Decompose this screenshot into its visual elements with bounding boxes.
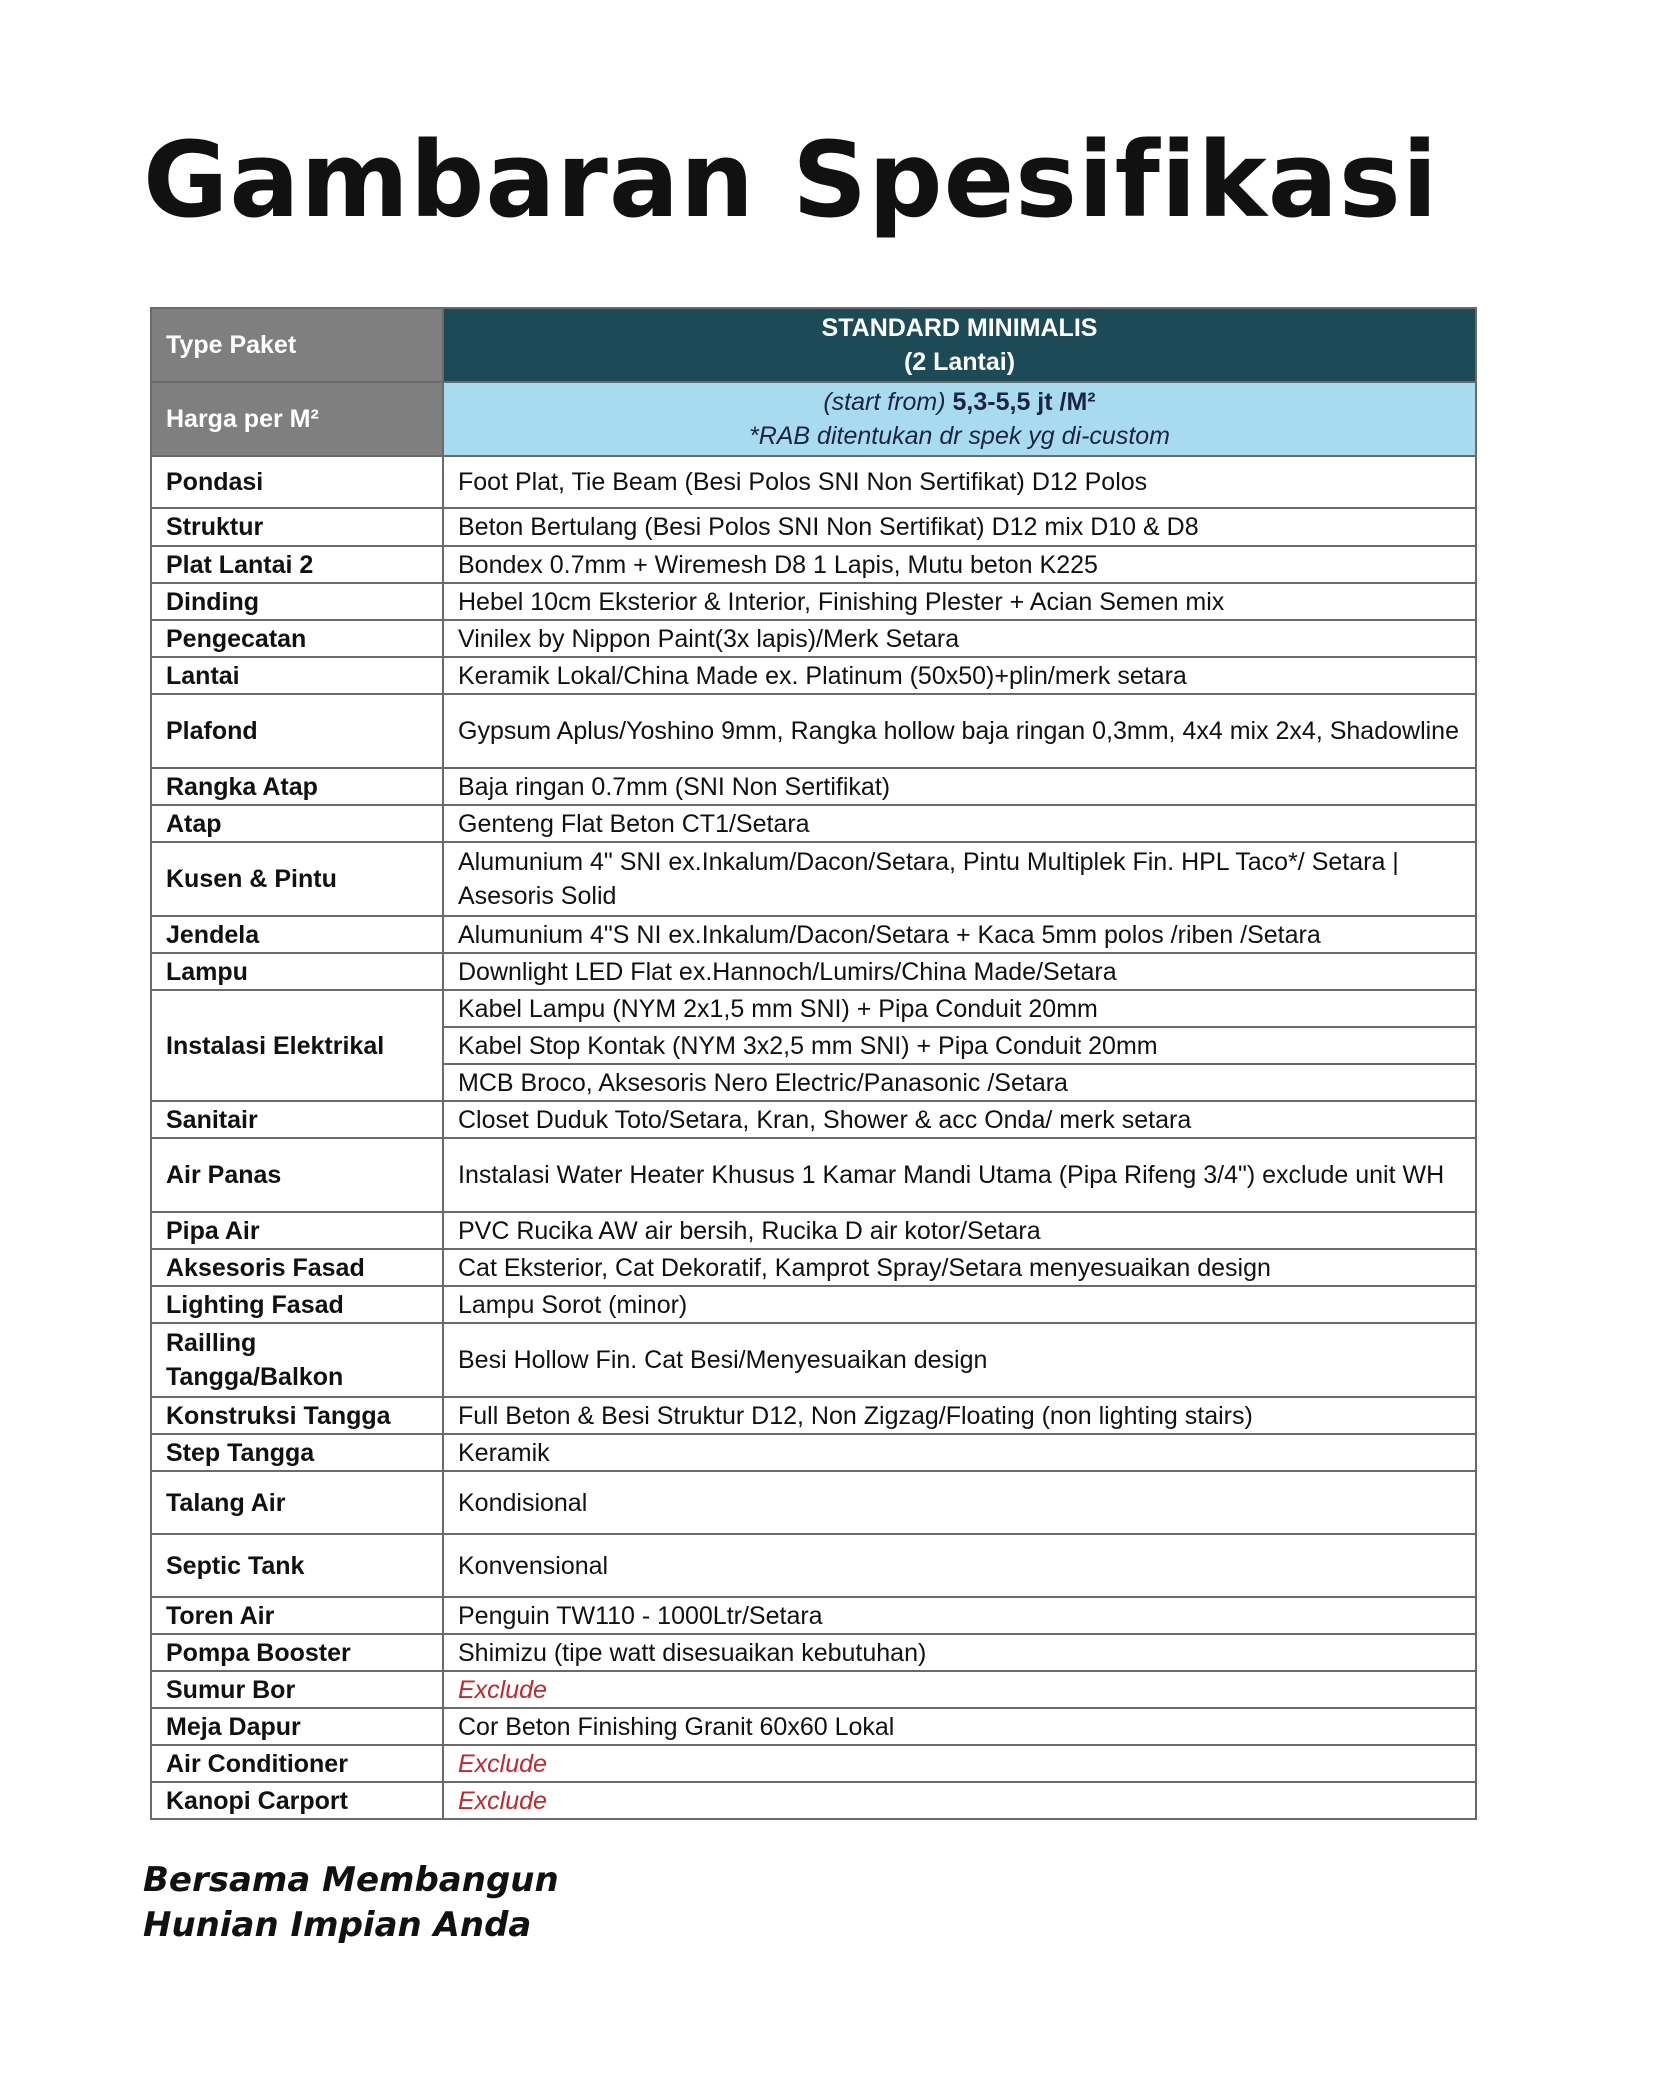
table-row (151, 768, 1476, 805)
row-label: Rangka Atap (151, 768, 443, 805)
exclude-value: Exclude (443, 1745, 1476, 1782)
price-value (443, 382, 1476, 456)
row-label: Atap (151, 805, 443, 842)
type-label: Type Paket (151, 308, 443, 382)
table-row (151, 1249, 1476, 1286)
row-label: Struktur (151, 508, 443, 546)
table-row (151, 1286, 1476, 1323)
table-row (151, 1471, 1476, 1534)
row-label: Sumur Bor (151, 1671, 443, 1708)
row-label: Instalasi Elektrikal (151, 990, 443, 1101)
table-row (151, 1634, 1476, 1671)
row-value: Foot Plat, Tie Beam (Besi Polos SNI Non Sertifikat) D12 Polos (443, 456, 1476, 508)
table-row (151, 1101, 1476, 1138)
table-row (151, 657, 1476, 694)
row-value: Cat Eksterior, Cat Dekoratif, Kamprot Spray/Setara menyesuaikan design (443, 1249, 1476, 1286)
row-value: Konvensional (443, 1534, 1476, 1597)
row-label: Kanopi Carport (151, 1782, 443, 1819)
row-value: Shimizu (tipe watt disesuaikan kebutuhan) (443, 1634, 1476, 1671)
table-row (151, 805, 1476, 842)
row-label: Plafond (151, 694, 443, 768)
table-row (151, 1782, 1476, 1819)
row-label: Jendela (151, 916, 443, 953)
row-value: Besi Hollow Fin. Cat Besi/Menyesuaikan design (443, 1323, 1476, 1397)
row-value: PVC Rucika AW air bersih, Rucika D air kotor/Setara (443, 1212, 1476, 1249)
row-value: Cor Beton Finishing Granit 60x60 Lokal (443, 1708, 1476, 1745)
row-label: Dinding (151, 583, 443, 620)
row-value: Downlight LED Flat ex.Hannoch/Lumirs/China Made/Setara (443, 953, 1476, 990)
row-label: Lighting Fasad (151, 1286, 443, 1323)
table-row (151, 1597, 1476, 1634)
row-label: Plat Lantai 2 (151, 546, 443, 583)
row-label: Railling Tangga/Balkon (151, 1323, 443, 1397)
tagline-line1: Bersama Membangun (143, 1860, 559, 1900)
row-value: Keramik Lokal/China Made ex. Platinum (50x50)+plin/merk setara (443, 657, 1476, 694)
table-row (151, 1534, 1476, 1597)
row-label: Meja Dapur (151, 1708, 443, 1745)
row-value: Lampu Sorot (minor) (443, 1286, 1476, 1323)
row-value: Gypsum Aplus/Yoshino 9mm, Rangka hollow baja ringan 0,3mm, 4x4 mix 2x4, Shadowline (443, 694, 1476, 768)
type-value-line2: (2 Lantai) (903, 348, 1016, 376)
table-row (151, 916, 1476, 953)
row-label: Kusen & Pintu (151, 842, 443, 916)
row-value: Alumunium 4" SNI ex.Inkalum/Dacon/Setara, Pintu Multiplek Fin. HPL Taco*/ Setara | Asesoris Solid (443, 842, 1476, 916)
row-label: Air Conditioner (151, 1745, 443, 1782)
row-value: Baja ringan 0.7mm (SNI Non Sertifikat) (443, 768, 1476, 805)
row-label: Lampu (151, 953, 443, 990)
type-value-line1: STANDARD MINIMALIS (821, 314, 1098, 342)
row-label: Talang Air (151, 1471, 443, 1534)
spec-table (150, 307, 1477, 1820)
table-row (151, 1138, 1476, 1212)
table-row (151, 1397, 1476, 1434)
row-value: Full Beton & Besi Struktur D12, Non Zigzag/Floating (non lighting stairs) (443, 1397, 1476, 1434)
row-value: Keramik (443, 1434, 1476, 1471)
table-row (151, 1434, 1476, 1471)
tagline (143, 1858, 559, 1948)
row-label: Sanitair (151, 1101, 443, 1138)
row-value: Genteng Flat Beton CT1/Setara (443, 805, 1476, 842)
table-row (151, 694, 1476, 768)
table-row (151, 990, 1476, 1027)
type-value (443, 308, 1476, 382)
row-value: Closet Duduk Toto/Setara, Kran, Shower & acc Onda/ merk setara (443, 1101, 1476, 1138)
table-row (151, 1745, 1476, 1782)
price-label: Harga per M² (151, 382, 443, 456)
table-row (151, 1708, 1476, 1745)
row-label: Pompa Booster (151, 1634, 443, 1671)
row-label: Pondasi (151, 456, 443, 508)
table-row (151, 583, 1476, 620)
row-value: Kabel Lampu (NYM 2x1,5 mm SNI) + Pipa Conduit 20mm (443, 990, 1476, 1027)
table-row (151, 953, 1476, 990)
table-row (151, 508, 1476, 546)
table-row (151, 842, 1476, 916)
row-value: Kondisional (443, 1471, 1476, 1534)
row-value: Bondex 0.7mm + Wiremesh D8 1 Lapis, Mutu beton K225 (443, 546, 1476, 583)
row-value: Beton Bertulang (Besi Polos SNI Non Sertifikat) D12 mix D10 & D8 (443, 508, 1476, 546)
row-value: MCB Broco, Aksesoris Nero Electric/Panasonic /Setara (443, 1064, 1476, 1101)
row-value: Penguin TW110 - 1000Ltr/Setara (443, 1597, 1476, 1634)
exclude-value: Exclude (443, 1671, 1476, 1708)
row-value: Instalasi Water Heater Khusus 1 Kamar Mandi Utama (Pipa Rifeng 3/4") exclude unit WH (443, 1138, 1476, 1212)
table-row (151, 546, 1476, 583)
row-label: Toren Air (151, 1597, 443, 1634)
table-row-price (151, 382, 1476, 456)
tagline-line2: Hunian Impian Anda (143, 1905, 532, 1945)
table-row (151, 456, 1476, 508)
table-row (151, 1212, 1476, 1249)
row-label: Septic Tank (151, 1534, 443, 1597)
page-title: Gambaran Spesifikasi (143, 119, 1439, 241)
row-value: Hebel 10cm Eksterior & Interior, Finishing Plester + Acian Semen mix (443, 583, 1476, 620)
row-label: Step Tangga (151, 1434, 443, 1471)
row-label: Aksesoris Fasad (151, 1249, 443, 1286)
row-label: Konstruksi Tangga (151, 1397, 443, 1434)
table-row (151, 1323, 1476, 1397)
table-row (151, 620, 1476, 657)
exclude-value: Exclude (443, 1782, 1476, 1819)
table-row-type (151, 308, 1476, 382)
row-value: Kabel Stop Kontak (NYM 3x2,5 mm SNI) + Pipa Conduit 20mm (443, 1027, 1476, 1064)
row-label: Pengecatan (151, 620, 443, 657)
row-value: Alumunium 4"S NI ex.Inkalum/Dacon/Setara + Kaca 5mm polos /riben /Setara (443, 916, 1476, 953)
row-label: Pipa Air (151, 1212, 443, 1249)
price-prefix: (start from) (823, 388, 946, 416)
row-label: Lantai (151, 657, 443, 694)
price-note: *RAB ditentukan dr spek yg di-custom (748, 422, 1171, 450)
row-value: Vinilex by Nippon Paint(3x lapis)/Merk Setara (443, 620, 1476, 657)
price-amount: 5,3-5,5 jt /M² (952, 388, 1096, 416)
row-label: Air Panas (151, 1138, 443, 1212)
table-row (151, 1671, 1476, 1708)
